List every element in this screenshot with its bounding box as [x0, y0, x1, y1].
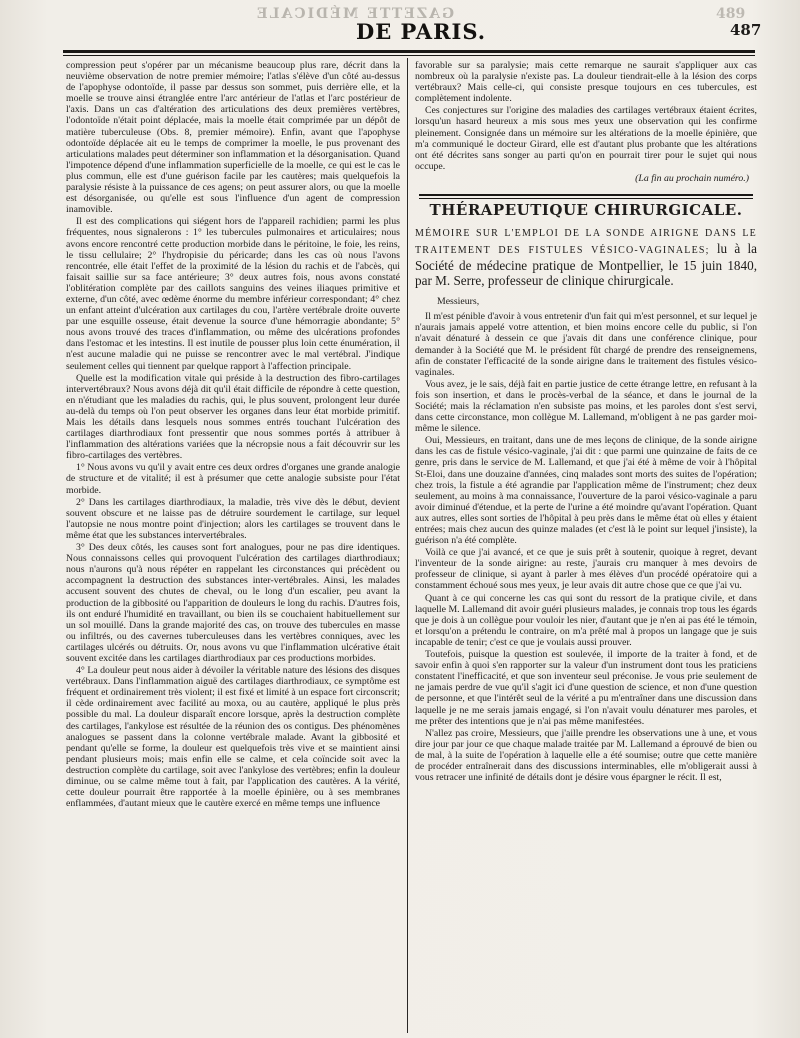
paragraph: Toutefois, puisque la question est soulevée, il importe de la traiter à fond, et de savoir enfin à quoi s'en rapporter sur la valeur d'un instrument dont tous les praticiens constatent l'inefficacité, et que son inventeur seul préconise. Je vous prie seulement de ne jamais perdre de vue qu'il s'agit ici d'une question de science, et non d'une question de personne, et que l'intérêt seul de la vérité a pu m'entraîner dans une discussion dans laquelle je ne me serais jamais engagé, si l'on n'avait voulu dénaturer mes paroles, et me prêter des intentions que je n'ai pas même manifestées.: [415, 649, 757, 727]
paragraph: compression peut s'opérer par un mécanisme beaucoup plus rare, décrit dans la neuvième observation de notre premier mémoire; l'atlas s'élève d'un côté au-dessus de l'apophyse odontoïde, il passe par dessus son sommet, puis derrière elle, et la moelle se trouve ainsi étranglée entre l'arc antérieur de l'atlas et l'arc postérieur de l'axis. Dans un cas d'altération des articulations des deux premières vertèbres, l'odontoïde n'était point déplacée, mais la moelle était comprimée par un dépôt de matière tuberculeuse (Obs. 8, premier mémoire). Enfin, avant que l'apophyse odontoïde déplacée ait eu le temps de comprimer la moelle, le pus provenant des articulations malades peut déterminer son inflammation et la désorganisation. Quand l'impotence dépend d'une inflammation superficielle de la moelle, ce qui est le cas le plus commun, elle est d'une guérison facile par les cautères; mais quelquefois la paralysie résiste à la puissance de ces agens; on peut assurer alors, ou que la moelle est désorganisée, ou qu'elle est sous l'influence d'un agent de compression inamovible.: [66, 60, 400, 216]
paragraph: Il m'est pénible d'avoir à vous entretenir d'un fait qui m'est personnel, et sur lequel je n'aurais jamais appelé votre attention, et bien moins encore celle du public, si l'on n'avait dénaturé à dessein ce que j'avais dit dans une conférence clinique, pour demander à la Société que M. le président fût chargé de prendre des renseignemens, afin de constater l'efficacité de la sonde airigne dans le traitement des fistules vésico-vaginales.: [415, 311, 757, 378]
header-rule-thin: [63, 55, 755, 56]
column-divider: [407, 58, 408, 1033]
paragraph: 3° Des deux côtés, les causes sont fort analogues, pour ne pas dire identiques. Nous connaissons celles qui provoquent l'ulcération des cartilages diarthrodiaux; nous n'aurons qu'à nous répéter en rappelant les circonstances qui précèdent ou accompagnent la destruction des substances inter-vertébrales. Ainsi, les malades accusent souvent des chutes de cheval, ou le long d'un escalier, peu avant la production de la gibbosité ou l'apparition de douleurs le long du rachis. D'autres fois, ils ont enduré l'humidité en travaillant, ou bien ils se couchaient habituellement sur un sol mouillé. Dans la grande majorité des cas, on trouve des tubercules en masse ou infiltrés, ou des cavernes tuberculeuses dans les vertèbres conniques, avec les cartilages ulcérés ou détruits. Or, nous avons vu que l'inflammation ulcérative était souvent excitée dans les cartilages diarthrodiaux par ces productions morbides.: [66, 542, 400, 664]
running-title: DE PARIS.: [356, 19, 487, 44]
paragraph: 1° Nous avons vu qu'il y avait entre ces deux ordres d'organes une grande analogie de structure et de vitalité; il est à présumer que cette analogie subsiste pour l'état morbide.: [66, 462, 400, 496]
paragraph: Quelle est la modification vitale qui préside à la destruction des fibro-cartilages intervertébraux? Nous avons déjà dit qu'il était difficile de répondre à cette question, en n'étudiant que les maladies du rachis, qui, le plus souvent, prolongent leur durée au-delà du temps où l'on peut observer les organes dans leur état morbide primitif. Mais les détails dans lesquels nous sommes entrés touchant l'ulcération des cartilages diarthrodiaux font pressentir que nous sommes portés à attribuer à l'inflammation des altérations variées que la nécropsie nous a fait découvrir sur les fibro-cartilages des vertèbres.: [66, 372, 400, 462]
left-column: [66, 60, 400, 810]
section-rule-thin: [419, 198, 753, 199]
salutation: Messieurs,: [437, 296, 480, 308]
to-be-continued-note: (La fin au prochain numéro.): [635, 172, 749, 184]
paragraph: 2° Dans les cartilages diarthrodiaux, la maladie, très vive dès le début, devient souvent obscure et ne laisse pas de détruire sourdement le cartilage, sur lequel l'autopsie ne nous montre point d'injection; alors les cartilages se trouvent dans le même état que les substances intervertébrales.: [66, 496, 400, 541]
paragraph: Vous avez, je le sais, déjà fait en partie justice de cette étrange lettre, en refusant à la fois son insertion, et dans le procès-verbal de la séance, et dans le journal de la Société; mais la réclamation n'en subsiste pas moins, et les paroles dont s'est servi, dans cette circonstance, mon collègue M. Lallemand, m'obligent à ne pas garder moi-même le silence.: [415, 378, 757, 435]
right-column: [415, 60, 757, 784]
paragraph: Il est des complications qui siégent hors de l'appareil rachidien; parmi les plus fréquentes, nous signalerons : 1° les tubercules pulmonaires et articulaires; nous avons encore rencontré cette production morbide dans le péritoine, le foie, les reins, le tissu cellulaire; 2° l'hydropisie du péricarde; dans les cas où nous l'avons rencontrée, elle était l'effet de la proximité de la lésion du rachis et de l'abcès, qui faisait saillie sur sa face antérieure; 3° deux autres fois, nous avons constaté l'oblitération complète par des caillots sanguins des veines iliaques primitive et externe, d'un côté, avec œdème énorme du membre inférieur correspondant; 4° chez un enfant atteint d'ulcération aux cartilages du cou, l'artère vertébrale droite ouverte par une esquille osseuse, était devenue la source d'une hémorragie abondante; 5° nous avons trouvé des traces d'inflammation, ou même des ulcérations profondes dans l'estomac et les intestins. Il est inutile de pousser plus loin cette énumération, il n'est aucune maladie qui ne puisse se rencontrer avec le mal vertébral. J'indique seulement celles qui tiennent par quelque rapport à l'affection principale.: [66, 216, 400, 372]
paragraph: Ces conjectures sur l'origine des maladies des cartilages vertébraux étaient écrites, lorsqu'un hasard heureux a mis sous mes yeux une observation qui les confirme pleinement. Consignée dans un mémoire sur les altérations de la moelle épinière, que m'a communiqué le docteur Girard, elle est d'autant plus probante que les altérations ont été décrites sans songer au parti qu'on en pourrait tirer pour le sujet qui nous occupe.: [415, 105, 757, 172]
section-rule-thick: [419, 194, 753, 196]
bleed-through-page-number: 489: [716, 6, 746, 22]
section-title: THÉRAPEUTIQUE CHIRURGICALE.: [429, 201, 743, 220]
page-number: 487: [730, 21, 762, 39]
paragraph: N'allez pas croire, Messieurs, que j'aille prendre les observations une à une, et vous dire jour par jour ce que chaque malade traitée par M. Lallemand a éprouvé de bien ou de mal, à la suite de l'opération à laquelle elle a été soumise; outre que cette manière de procéder entraînerait dans des discussions interminables, elle m'obligerait aussi à vous retracer une infinité de détails dont je désire vous épargner le récit. Il est,: [415, 727, 757, 784]
paragraph: Quant à ce qui concerne les cas qui sont du ressort de la pratique civile, et dans laquelle M. Lallemand dit avoir guéri plusieurs malades, je connais trop tous les égards que je dois à un collègue pour vouloir les nier, d'autant que je n'en ai pas été le témoin, et lorsqu'on a prétendu le contraire, on m'a prêté mal à propos un langage que je suis incapable de tenir; c'est ce que je voulais aussi prouver.: [415, 592, 757, 648]
paragraph: favorable sur sa paralysie; mais cette remarque ne saurait s'appliquer aux cas nombreux où la paralysie n'existe pas. La douleur tiendrait-elle à la lésion des corps vertébraux? Mais celle-ci, qui consiste presque toujours en ces tubercules, est complètement indolente.: [415, 60, 757, 105]
header-rule-thick: [63, 50, 755, 53]
paragraph: 4° La douleur peut nous aider à dévoiler la véritable nature des lésions des disques vertébraux. Dans l'inflammation aiguë des cartilages diarthrodiaux, ce symptôme est fréquent et ordinairement très violent; il est fixé et limité à un espace fort circonscrit; il cède ordinairement avec facilité au moxa, ou au cautère, appliqué le plus près possible du mal. La douleur disparaît encore lorsque, après la destruction complète des cartilages, l'ankylose est résultée de la réunion des os contigus. Des phénomènes analogues se passent dans la colonne vertébrale malade. Avant la gibbosité et pendant qu'elle se forme, la douleur est quelquefois très vive et se maintient ainsi pendant plusieurs mois; mais enfin elle se calme, et cela coïncide soit avec la destruction complète du cartilage, soit avec l'ankylose des vertèbres; enfin la douleur diminue, ou se calme même tout à fait, par l'application des cautères. A la vérité, cette douleur pourrait être rapportée à la moelle épinière, ou à ses membranes enflammées, d'autant mieux que le cautère exercé en même temps une influence: [66, 665, 400, 810]
paragraph: Voilà ce que j'ai avancé, et ce que je suis prêt à soutenir, quoique à regret, devant l'inventeur de la sonde airigne: au reste, j'aurais cru manquer à mes devoirs de professeur de clinique, si ayant à parler à mes élèves d'un procédé opératoire qui a constamment échoué sous mes yeux, je leur avais dit autre chose que ce que j'ai vu.: [415, 547, 757, 592]
paragraph: Oui, Messieurs, en traitant, dans une de mes leçons de clinique, de la sonde airigne dans les cas de fistule vésico-vaginale, j'ai dit : que parmi une quinzaine de faits de ce genre, pris dans le service de M. Lallemand, et que j'ai été à même de voir à l'hôpital St-Eloi, dans une douzaine d'années, cinq malades sont morts des suites de l'opération; chez trois, la fistule a été agrandie par l'application même de l'instrument; chez deux seulement, au moins à ma connaissance, l'ouverture de la paroi vésico-vaginale a paru avoir diminué d'étendue, et la perte de l'urine a été moindre qu'avant l'opération. Quant aux autres, elles sont sorties de l'hôpital à peu près dans le même état où elles y étaient entrées; mais chez aucun des quinze malades (et c'est là le point sur lequel j'insiste), la guérison n'a été complète.: [415, 435, 757, 547]
article-heading: [415, 224, 757, 288]
article-heading-caps: MÉMOIRE SUR L'EMPLOI DE LA SONDE AIRIGNE DANS LE TRAITEMENT DES FISTULES VÉSICO-VAGINALES;: [415, 228, 757, 257]
article-heading-rest: lu à la Société de médecine pratique de Montpellier, le 15 juin 1840, par M. Serre, professeur de clinique chirurgicale.: [415, 241, 757, 289]
bleed-through-mirrored-title: GAZETTE MÉDICALE: [255, 6, 454, 22]
